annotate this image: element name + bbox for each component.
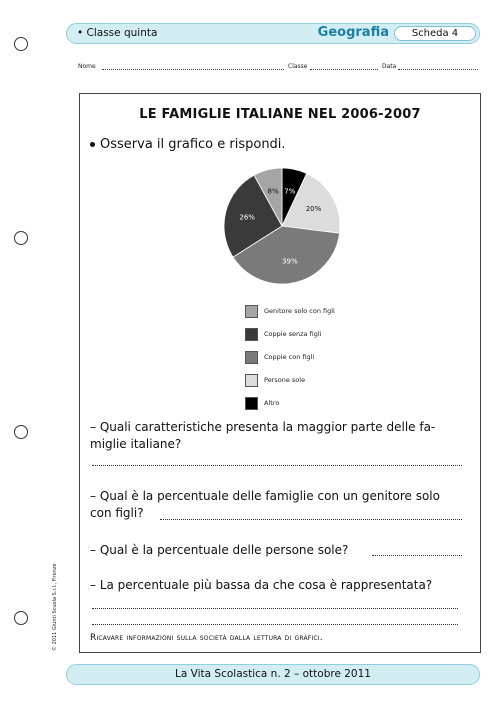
legend-item xyxy=(245,397,425,411)
answer-line-3[interactable] xyxy=(372,555,462,556)
binder-hole xyxy=(14,611,28,625)
pie-slice-label-1: 7% xyxy=(284,187,296,196)
legend-item xyxy=(245,328,425,342)
class-level: • Classe quinta xyxy=(77,27,158,39)
legend-swatch xyxy=(245,374,258,387)
sheet-number: Scheda 4 xyxy=(394,26,476,41)
question-2-line-1: – Qual è la percentuale delle famiglie con un genitore solo xyxy=(90,489,440,503)
page-title: LE FAMIGLIE ITALIANE NEL 2006-2007 xyxy=(139,107,421,122)
name-field[interactable] xyxy=(102,63,284,70)
pie-slice-label-5: 8% xyxy=(267,187,279,196)
pie-chart xyxy=(218,162,346,290)
class-label: Classe xyxy=(288,63,308,70)
legend-label: Genitore solo con figli xyxy=(264,307,335,315)
footer-text: La Vita Scolastica n. 2 – ottobre 2011 xyxy=(175,668,371,680)
copyright-note: © 2011 Giunti Scuola S.r.l., Firenze xyxy=(52,563,58,651)
legend-label: Coppie senza figli xyxy=(264,330,322,338)
bullet-icon xyxy=(90,142,95,147)
legend-swatch xyxy=(245,397,258,410)
legend-item xyxy=(245,351,425,365)
question-1-line-1: – Quali caratteristiche presenta la maggior parte delle fa- xyxy=(90,420,436,434)
header-bar xyxy=(66,23,480,44)
binder-hole xyxy=(14,231,28,245)
question-3 xyxy=(90,542,470,559)
name-label: Nome xyxy=(78,63,96,70)
legend-swatch xyxy=(245,351,258,364)
instruction xyxy=(90,137,286,152)
question-1-line-2: miglie italiane? xyxy=(90,437,182,451)
answer-line-4a[interactable] xyxy=(92,608,458,609)
pie-slice-label-4: 26% xyxy=(239,213,255,222)
question-1 xyxy=(90,419,470,453)
legend-item xyxy=(245,374,425,388)
legend-swatch xyxy=(245,328,258,341)
question-4 xyxy=(90,577,470,594)
binder-hole xyxy=(14,425,28,439)
answer-line-1[interactable] xyxy=(92,465,462,466)
binder-hole xyxy=(14,37,28,51)
legend-label: Coppie con figli xyxy=(264,353,315,361)
class-field[interactable] xyxy=(310,63,378,70)
date-label: Data xyxy=(382,63,397,70)
legend-label: Altro xyxy=(264,399,280,407)
question-3-text: – Qual è la percentuale delle persone sole? xyxy=(90,543,349,557)
pie-slice-label-2: 20% xyxy=(305,205,322,214)
question-4-text: – La percentuale più bassa da che cosa è rappresentata? xyxy=(90,578,433,592)
question-2-line-2: con figli? xyxy=(90,506,144,520)
subject-label: Geografia xyxy=(317,25,389,40)
objective-note: Ricavare informazioni sulla società dalla lettura di grafici. xyxy=(90,633,323,643)
legend-item xyxy=(245,305,425,319)
instruction-text: Osserva il grafico e rispondi. xyxy=(100,137,286,152)
footer-bar xyxy=(66,664,480,685)
legend-swatch xyxy=(245,305,258,318)
question-2 xyxy=(90,488,470,522)
pie-slice-label-3: 39% xyxy=(282,257,298,266)
answer-line-2[interactable] xyxy=(160,519,462,520)
date-field[interactable] xyxy=(398,63,478,70)
legend-label: Persone sole xyxy=(264,376,306,384)
answer-line-4b[interactable] xyxy=(92,624,458,625)
